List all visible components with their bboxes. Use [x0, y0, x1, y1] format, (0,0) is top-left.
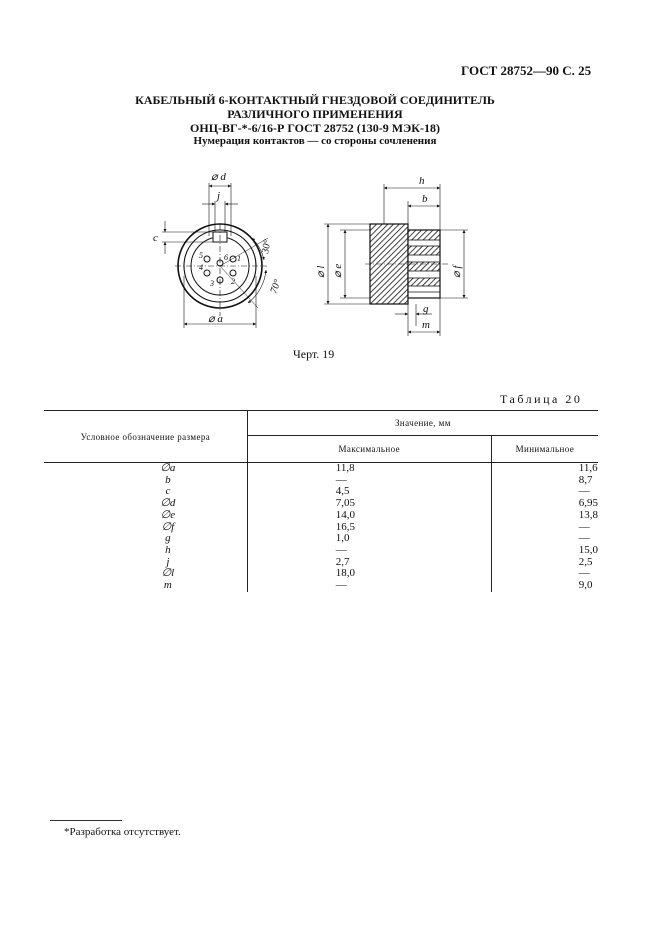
label-c: c: [153, 232, 158, 244]
label-g: g: [423, 303, 429, 315]
cell-min: —: [491, 486, 598, 498]
cell-symbol: h: [165, 543, 171, 556]
table-row: [44, 463, 598, 475]
cell-symbol: j: [166, 555, 170, 568]
title-block: [90, 93, 540, 148]
pin-5: [204, 256, 210, 262]
label-h: h: [419, 175, 425, 187]
table-row: [44, 568, 598, 580]
label-m: m: [422, 319, 430, 331]
pin-label-2: 2: [231, 277, 235, 286]
label-l: ⌀ l: [315, 265, 327, 278]
side-view: [324, 184, 468, 336]
table-body: [44, 463, 598, 592]
cell-max: 14,0: [247, 510, 491, 522]
cell-min: 8,7: [491, 475, 598, 487]
cell-max: 2,7: [247, 557, 491, 569]
table-row: [44, 545, 598, 557]
cell-symbol: g: [165, 532, 171, 545]
cell-min: —: [491, 533, 598, 545]
cell-min: 2,5: [491, 557, 598, 569]
cell-min: 15,0: [491, 545, 598, 557]
cell-max: —: [247, 475, 491, 487]
table-label: Таблица 20: [500, 392, 583, 406]
page-header: ГОСТ 28752—90 С. 25: [461, 63, 592, 78]
table-row: [44, 522, 598, 534]
cell-max: 16,5: [247, 522, 491, 534]
cell-min: 6,95: [491, 498, 598, 510]
cell-symbol: m: [163, 579, 172, 592]
cell-max: 1,0: [247, 533, 491, 545]
cell-min: 13,8: [491, 510, 598, 522]
label-a: ⌀ a: [208, 313, 223, 325]
cell-symbol: ∅d: [160, 497, 176, 510]
cell-symbol: ∅e: [160, 508, 176, 521]
header-value-group: Значение, мм: [247, 411, 598, 436]
pin-4: [204, 270, 210, 276]
pin-label-5: 5: [199, 251, 203, 260]
table-row: [44, 557, 598, 569]
pin-label-6: 6: [224, 253, 228, 262]
table-row: [44, 498, 598, 510]
cell-symbol: ∅a: [160, 462, 176, 474]
cell-max: 7,05: [247, 498, 491, 510]
cell-max: —: [247, 580, 491, 592]
table-row: [44, 510, 598, 522]
cell-symbol: ∅f: [161, 520, 175, 533]
title-line-4: Нумерация контактов — со стороны сочленения: [193, 135, 437, 147]
cell-max: —: [247, 545, 491, 557]
table-row: [44, 533, 598, 545]
label-angle-70: 70°: [268, 278, 284, 296]
dimensions-table: [44, 410, 598, 592]
header-designation: Условное обозначение размера: [44, 411, 247, 463]
pin-1: [230, 256, 236, 262]
footnote: *Разработка отсутствует.: [64, 826, 181, 838]
table-row: [44, 580, 598, 592]
pin-label-3: 3: [210, 279, 214, 288]
header-max: Максимальное: [247, 436, 491, 463]
pin-label-4: 4: [199, 263, 203, 272]
cell-symbol: b: [165, 473, 171, 486]
cell-min: 9,0: [491, 580, 598, 592]
cell-symbol: c: [165, 485, 171, 498]
header-min: Минимальное: [491, 436, 598, 463]
cell-max: 18,0: [247, 568, 491, 580]
title-line-2: РАЗЛИЧНОГО ПРИМЕНЕНИЯ: [227, 107, 403, 121]
label-d: ⌀ d: [211, 171, 226, 183]
cell-min: 11,6: [491, 463, 598, 475]
pin-2: [230, 270, 236, 276]
cell-max: 4,5: [247, 486, 491, 498]
label-f: ⌀ f: [451, 265, 463, 278]
table-row: [44, 475, 598, 487]
label-b: b: [422, 193, 428, 205]
dimensions-table-wrap: [44, 410, 598, 592]
label-e: ⌀ e: [332, 263, 344, 278]
title-line-3: ОНЦ-ВГ-*-6/16-Р ГОСТ 28752 (130-9 МЭК-18): [190, 121, 440, 135]
front-view: [162, 183, 268, 328]
pin-label-1: 1: [237, 254, 241, 263]
table-row: [44, 486, 598, 498]
table-header-row-1: [44, 411, 598, 436]
cell-min: —: [491, 568, 598, 580]
figure-caption: Черт. 19: [293, 347, 335, 361]
cell-symbol: ∅l: [161, 567, 175, 580]
technical-drawing: [140, 166, 480, 346]
footnote-rule: [50, 820, 122, 821]
label-angle-30: 30°: [260, 238, 274, 255]
label-j: j: [217, 190, 221, 202]
cell-max: 11,8: [247, 463, 491, 475]
cell-min: —: [491, 522, 598, 534]
title-line-1: КАБЕЛЬНЫЙ 6-КОНТАКТНЫЙ ГНЕЗДОВОЙ СОЕДИНИТЕЛЬ: [135, 93, 495, 107]
drawing-svg: [140, 166, 480, 341]
